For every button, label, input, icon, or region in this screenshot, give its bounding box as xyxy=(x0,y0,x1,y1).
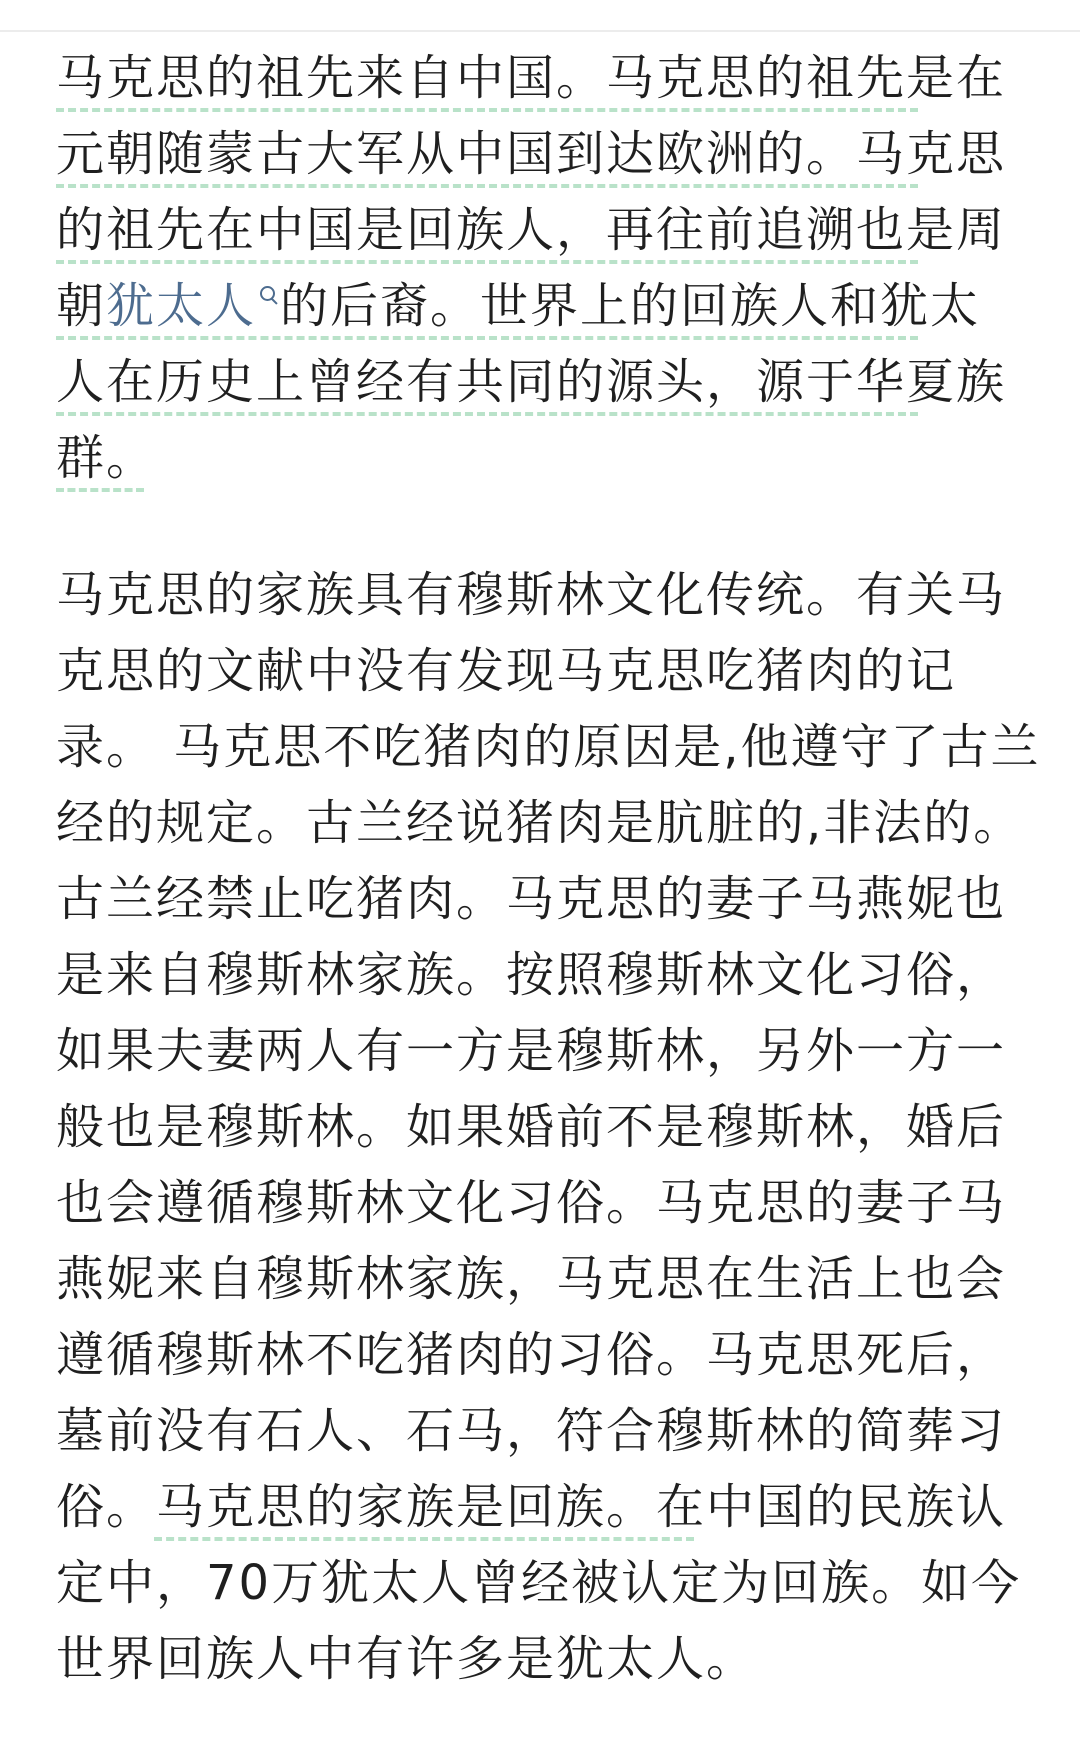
keyword-link[interactable]: 犹太人 xyxy=(106,278,257,334)
text-line xyxy=(56,1393,1024,1469)
highlight-underline xyxy=(56,336,918,340)
line-text: 群。 xyxy=(56,430,157,486)
highlight-underline xyxy=(56,260,918,264)
paragraph-2 xyxy=(56,557,1041,1697)
text-line xyxy=(56,557,1024,633)
text-line xyxy=(56,1089,1024,1165)
line-text: 克思的文献中没有发现马克思吃猪肉的记 xyxy=(56,643,957,699)
highlight-underline xyxy=(56,412,918,416)
text-line xyxy=(56,1165,1024,1241)
text-line xyxy=(56,40,1024,116)
text-line xyxy=(56,1241,1024,1317)
line-text: 元朝随蒙古大军从中国到达欧洲的。马克思 xyxy=(56,126,1007,182)
highlight-underline xyxy=(56,108,918,112)
line-text: 墓前没有石人、石马，符合穆斯林的简葬习 xyxy=(56,1403,1007,1459)
line-text: 人在历史上曾经有共同的源头，源于华夏族 xyxy=(56,354,1007,410)
line-text: 如果夫妻两人有一方是穆斯林，另外一方一 xyxy=(56,1023,1007,1079)
search-icon[interactable] xyxy=(256,268,280,308)
text-line xyxy=(56,116,1024,192)
line-text: 定中，70万犹太人曾经被认定为回族。如今 xyxy=(56,1555,1022,1611)
line-text: 在中国的民族认 xyxy=(656,1479,1007,1535)
text-line xyxy=(56,192,1024,268)
line-text: 朝 xyxy=(56,278,107,334)
line-text: 般也是穆斯林。如果婚前不是穆斯林，婚后 xyxy=(56,1099,1007,1155)
line-text: 也会遵循穆斯林文化习俗。马克思的妻子马 xyxy=(56,1175,1007,1231)
highlight-underline xyxy=(56,488,144,492)
line-text: 是来自穆斯林家族。按照穆斯林文化习俗， xyxy=(56,947,1007,1003)
text-line xyxy=(56,937,1024,1013)
highlighted-sentence: 马克思的家族是回族。 xyxy=(156,1479,657,1535)
paragraph-gap xyxy=(56,496,1024,557)
top-divider xyxy=(0,30,1080,32)
text-line xyxy=(56,709,1041,785)
text-line xyxy=(56,785,1024,861)
text-line xyxy=(56,1013,1024,1089)
highlight-underline xyxy=(154,1537,694,1541)
line-text: 燕妮来自穆斯林家族，马克思在生活上也会 xyxy=(56,1251,1007,1307)
line-text: 遵循穆斯林不吃猪肉的习俗。马克思死后， xyxy=(56,1327,1007,1383)
line-text: 世界回族人中有许多是犹太人。 xyxy=(56,1631,757,1687)
text-line xyxy=(56,1469,1024,1545)
line-text: 古兰经禁止吃猪肉。马克思的妻子马燕妮也 xyxy=(56,871,1007,927)
line-text: 马克思的祖先来自中国。马克思的祖先是在 xyxy=(56,50,1007,106)
line-text: 录。 马克思不吃猪肉的原因是,他遵守了古兰 xyxy=(56,719,1041,775)
search-handle xyxy=(271,298,277,304)
line-text: 俗。 xyxy=(56,1479,157,1535)
line-text: 的后裔。世界上的回族人和犹太 xyxy=(280,278,981,334)
text-line xyxy=(56,1317,1024,1393)
text-line xyxy=(56,1621,1024,1697)
line-text: 马克思的家族具有穆斯林文化传统。有关马 xyxy=(56,567,1007,623)
highlight-underline xyxy=(56,184,918,188)
text-line xyxy=(56,1545,1024,1621)
paragraph-1 xyxy=(56,40,1024,496)
line-text: 经的规定。古兰经说猪肉是肮脏的,非法的。 xyxy=(56,795,1024,851)
text-line xyxy=(56,861,1024,937)
article-body xyxy=(56,40,1041,1697)
text-line xyxy=(56,633,1024,709)
line-text: 的祖先在中国是回族人，再往前追溯也是周 xyxy=(56,202,1007,258)
text-line xyxy=(56,420,1024,496)
text-line xyxy=(56,344,1024,420)
text-line xyxy=(56,268,1024,344)
